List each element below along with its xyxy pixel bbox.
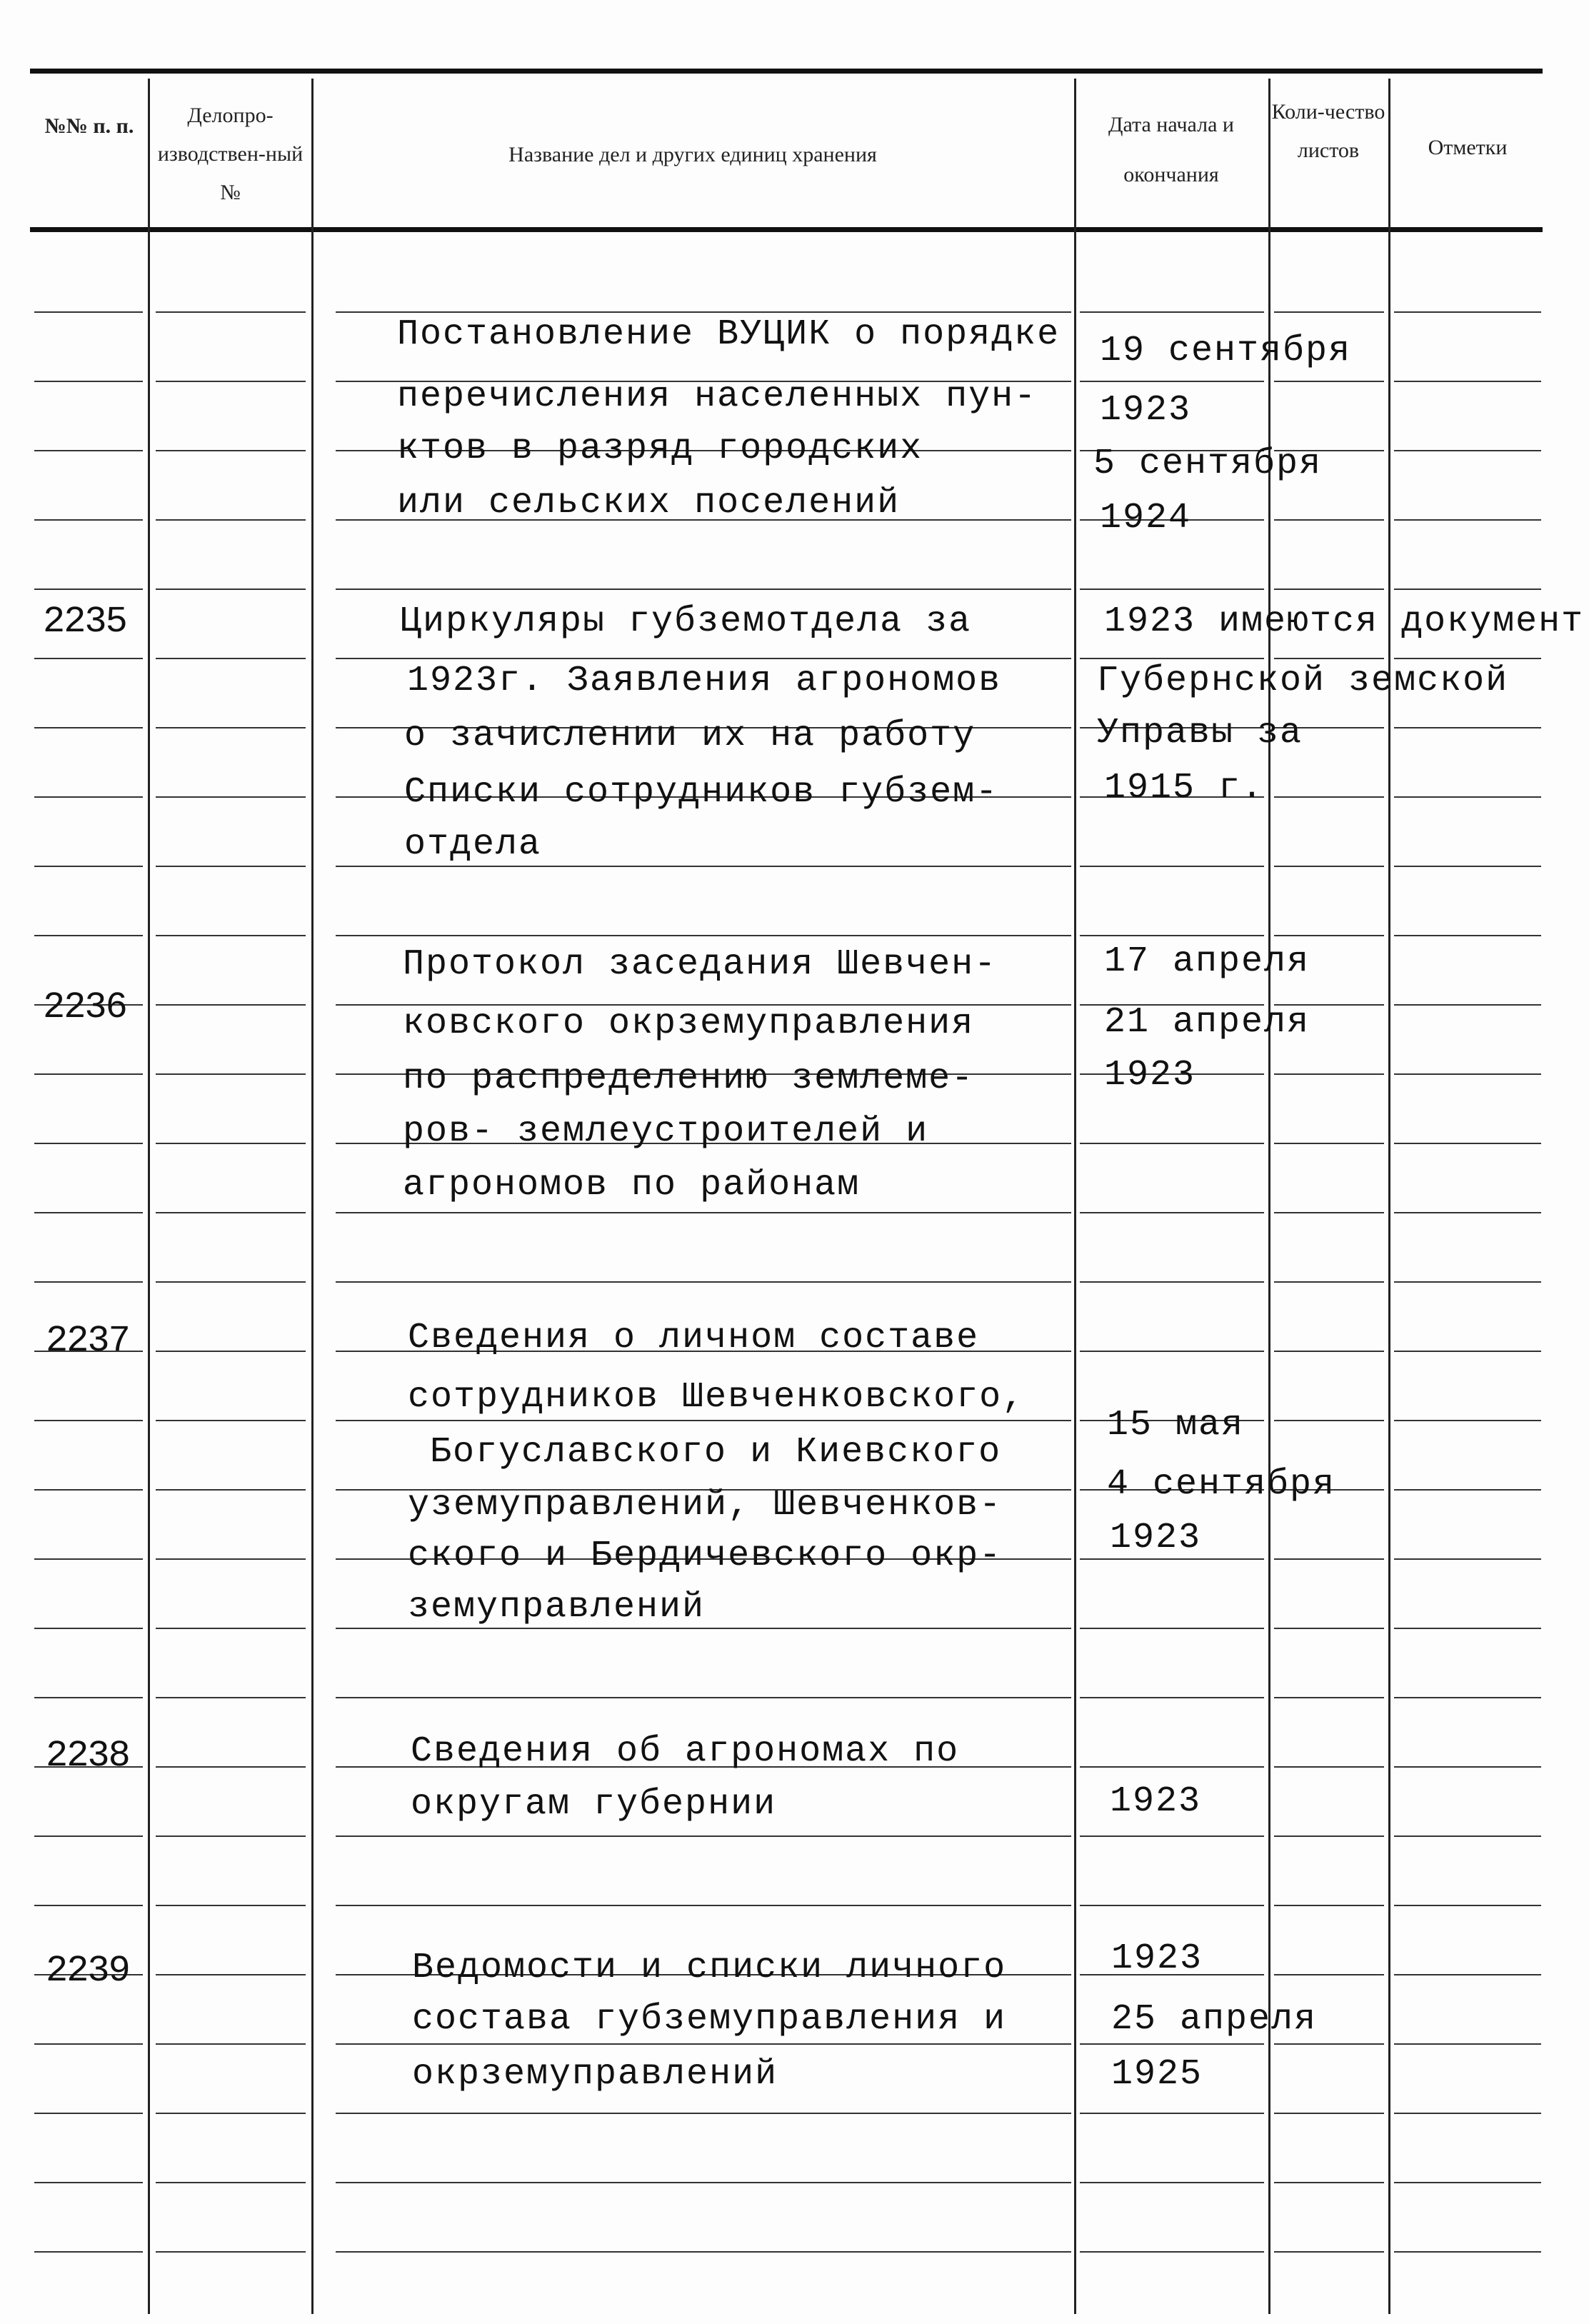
header-title: Название дел и других единиц хранения <box>508 143 877 166</box>
ruled-line <box>34 1143 143 1144</box>
ruled-line <box>1080 1766 1264 1768</box>
column-divider <box>148 79 150 2314</box>
column-divider <box>1388 79 1390 2314</box>
entry-date: 1923 <box>1111 1938 1203 1979</box>
header-dates: Дата начала и окончания <box>1108 113 1234 186</box>
entry-date: 19 сентября <box>1100 331 1352 371</box>
ruled-line <box>34 1697 143 1698</box>
entry-title-line: Ведомости и списки личного <box>412 1948 1007 1988</box>
ruled-line <box>156 1212 306 1213</box>
top-border <box>30 69 1543 74</box>
ruled-line <box>1394 450 1541 451</box>
entry-title-line: Списки сотрудников губзем- <box>404 772 999 813</box>
entry-date: 1924 <box>1100 498 1192 539</box>
ruled-line <box>156 1558 306 1560</box>
ruled-line <box>1274 381 1384 382</box>
ruled-line <box>34 2182 143 2183</box>
ruled-line <box>1274 1351 1384 1352</box>
ruled-line <box>1394 381 1541 382</box>
entry-title-line: Постановление ВУЦИК о порядке <box>397 314 1061 355</box>
header-office-num: Делопро-изводствен-ный № <box>157 104 304 204</box>
ruled-line <box>1394 935 1541 936</box>
ruled-line <box>1394 658 1541 659</box>
column-divider <box>1074 79 1076 2314</box>
ruled-line <box>1394 727 1541 728</box>
ruled-line <box>1274 2182 1384 2183</box>
ruled-line <box>156 588 306 590</box>
entry-date: 1923 <box>1110 1781 1202 1822</box>
ruled-line <box>1394 1628 1541 1629</box>
ruled-line <box>34 1835 143 1837</box>
header-notes: Отметки <box>1428 136 1508 159</box>
ruled-line <box>336 1281 1071 1283</box>
ruled-line <box>156 450 306 451</box>
ruled-line <box>1274 588 1384 590</box>
entry-date: 1923 имеются документ <box>1104 601 1585 642</box>
entry-title-line: агрономов по районам <box>403 1165 861 1206</box>
ruled-line <box>1394 1420 1541 1421</box>
entry-title-line: Сведения о личном составе <box>408 1318 980 1358</box>
ruled-line <box>34 381 143 382</box>
ruled-line <box>1080 1281 1264 1283</box>
ruled-line <box>1394 2251 1541 2253</box>
ruled-line <box>1274 935 1384 936</box>
ruled-line <box>34 935 143 936</box>
entry-date: 4 сентября <box>1107 1464 1336 1505</box>
ruled-line <box>1080 2113 1264 2114</box>
entry-date: 17 апреля <box>1104 941 1310 982</box>
entry-title-line: ковского окрземуправления <box>403 1003 975 1044</box>
ruled-line <box>156 866 306 867</box>
entry-title-line: уземуправлений, Шевченков- <box>408 1485 1003 1526</box>
ruled-line <box>34 588 143 590</box>
entry-title-line: ров- землеустроителей и <box>403 1111 929 1152</box>
ruled-line <box>1394 2182 1541 2183</box>
entry-title-line: ктов в разряд городских <box>397 429 923 469</box>
ruled-line <box>1274 1835 1384 1837</box>
ruled-line <box>156 727 306 728</box>
entry-title-line: перечисления населенных пун- <box>397 376 1038 417</box>
column-divider <box>311 79 314 2314</box>
ruled-line <box>1080 311 1264 313</box>
ruled-line <box>156 1281 306 1283</box>
ruled-line <box>1274 1281 1384 1283</box>
entry-date: 1925 <box>1111 2054 1203 2095</box>
entry-title-line: окрземуправлений <box>412 2054 778 2095</box>
ruled-line <box>1394 2043 1541 2045</box>
ruled-line <box>336 935 1071 936</box>
entry-number: 2239 <box>46 1950 129 1992</box>
ruled-line <box>1274 1073 1384 1075</box>
entry-title-line: состава губземуправления и <box>412 1999 1007 2040</box>
ruled-line <box>1394 1351 1541 1352</box>
ruled-line <box>1274 1143 1384 1144</box>
ruled-line <box>1080 2182 1264 2183</box>
ruled-line <box>336 2113 1071 2114</box>
ruled-line <box>34 727 143 728</box>
ruled-line <box>336 588 1071 590</box>
ruled-line <box>1080 1697 1264 1698</box>
ruled-line <box>156 658 306 659</box>
ruled-line <box>156 381 306 382</box>
ruled-line <box>336 658 1071 659</box>
ruled-line <box>1274 866 1384 867</box>
ruled-line <box>1394 1489 1541 1491</box>
ruled-line <box>336 1212 1071 1213</box>
ruled-line <box>1394 1835 1541 1837</box>
ruled-line <box>1274 1558 1384 1560</box>
ruled-line <box>34 2043 143 2045</box>
entry-title-line: Протокол заседания Шевчен- <box>403 944 998 985</box>
ruled-line <box>34 1420 143 1421</box>
ruled-line <box>1274 796 1384 798</box>
ruled-line <box>1394 1558 1541 1560</box>
ruled-line <box>1394 1004 1541 1006</box>
ruled-line <box>1394 1697 1541 1698</box>
ruled-line <box>1274 2251 1384 2253</box>
ruled-line <box>1394 2113 1541 2114</box>
ruled-line <box>156 1697 306 1698</box>
ruled-line <box>336 1905 1071 1906</box>
entry-title-line: земуправлений <box>408 1587 706 1628</box>
ruled-line <box>34 1073 143 1075</box>
ruled-line <box>1080 2043 1264 2045</box>
ruled-line <box>1080 1143 1264 1144</box>
entry-date: 1923 <box>1104 1055 1196 1096</box>
ruled-line <box>1394 1212 1541 1213</box>
ruled-line <box>156 1628 306 1629</box>
entry-date: 21 апреля <box>1104 1002 1310 1043</box>
entry-date: 15 мая <box>1107 1405 1245 1446</box>
entry-title-line: по распределению землеме- <box>403 1058 975 1099</box>
ruled-line <box>156 1905 306 1906</box>
ruled-line <box>1274 519 1384 521</box>
ruled-line <box>156 2182 306 2183</box>
entry-number: 2235 <box>43 601 126 643</box>
ruled-line <box>1080 658 1264 659</box>
ruled-line <box>1394 1974 1541 1975</box>
ruled-line <box>34 796 143 798</box>
ruled-line <box>156 1073 306 1075</box>
ruled-line <box>34 866 143 867</box>
header-bottom-border <box>30 227 1543 232</box>
ruled-line <box>156 796 306 798</box>
ruled-line <box>156 2251 306 2253</box>
entry-number: 2238 <box>46 1735 129 1777</box>
entry-title-line: 1923г. Заявления агрономов <box>407 661 1002 701</box>
ruled-line <box>34 1489 143 1491</box>
entry-date: 25 апреля <box>1111 1999 1318 2040</box>
column-divider <box>1268 79 1270 2314</box>
ruled-line <box>1080 381 1264 382</box>
ruled-line <box>1080 2251 1264 2253</box>
ruled-line <box>1080 1212 1264 1213</box>
ruled-line <box>1394 1073 1541 1075</box>
ruled-line <box>156 2043 306 2045</box>
ruled-line <box>156 1004 306 1006</box>
ruled-line <box>156 311 306 313</box>
entry-title-line: Богуславского и Киевского <box>430 1432 1002 1473</box>
entry-title-line: отдела <box>404 824 542 865</box>
ruled-line <box>34 1212 143 1213</box>
ruled-line <box>1080 1628 1264 1629</box>
ruled-line <box>1080 1905 1264 1906</box>
ruled-line <box>1394 1766 1541 1768</box>
entry-date: Губернской земской <box>1097 661 1509 701</box>
ruled-line <box>1080 866 1264 867</box>
header-num: №№ п. п. <box>44 114 134 138</box>
entry-title-line: Сведения об агрономах по <box>411 1731 960 1772</box>
ruled-line <box>336 311 1071 313</box>
ruled-line <box>34 1905 143 1906</box>
entry-date: 1923 <box>1100 390 1192 431</box>
ruled-line <box>34 2113 143 2114</box>
entry-number: 2237 <box>46 1320 129 1362</box>
ruled-line <box>34 311 143 313</box>
ruled-line <box>336 2043 1071 2045</box>
ruled-line <box>1274 1905 1384 1906</box>
ruled-line <box>1394 1281 1541 1283</box>
ruled-line <box>156 1974 306 1975</box>
header-sheets: Коли-чество листов <box>1271 100 1385 162</box>
entry-title-line: округам губернии <box>411 1784 777 1825</box>
ruled-line <box>156 1420 306 1421</box>
ruled-line <box>1394 1143 1541 1144</box>
ruled-line <box>34 519 143 521</box>
ruled-line <box>34 1628 143 1629</box>
ruled-line <box>1274 658 1384 659</box>
entry-title-line: о зачислении их на работу <box>404 716 976 756</box>
ruled-line <box>1274 2043 1384 2045</box>
ruled-line <box>156 1766 306 1768</box>
ruled-line <box>156 1835 306 1837</box>
ruled-line <box>156 1351 306 1352</box>
ruled-line <box>1274 1697 1384 1698</box>
ruled-line <box>336 2251 1071 2253</box>
ruled-line <box>1080 588 1264 590</box>
ruled-line <box>156 2113 306 2114</box>
ruled-line <box>1080 935 1264 936</box>
ruled-line <box>336 2182 1071 2183</box>
entry-date: 1923 <box>1110 1518 1202 1558</box>
ruled-line <box>1274 311 1384 313</box>
ruled-line <box>34 2251 143 2253</box>
entry-title-line: сотрудников Шевченковского, <box>408 1377 1026 1418</box>
entry-date: 5 сентября <box>1093 444 1323 484</box>
ruled-line <box>336 1697 1071 1698</box>
ruled-line <box>1394 1905 1541 1906</box>
ruled-line <box>1274 2113 1384 2114</box>
entry-title-line: или сельских поселений <box>397 483 901 524</box>
ruled-line <box>1394 866 1541 867</box>
ruled-line <box>1394 588 1541 590</box>
ruled-line <box>1394 311 1541 313</box>
ruled-line <box>1274 1212 1384 1213</box>
ruled-line <box>34 658 143 659</box>
ruled-line <box>1274 1766 1384 1768</box>
ruled-line <box>34 1281 143 1283</box>
entry-number: 2236 <box>43 986 126 1028</box>
ruled-line <box>1080 1835 1264 1837</box>
ruled-line <box>1394 796 1541 798</box>
entry-title-line: Циркуляры губземотдела за <box>400 601 972 642</box>
ruled-line <box>156 1143 306 1144</box>
ruled-line <box>1274 1420 1384 1421</box>
ruled-line <box>156 519 306 521</box>
entry-date: 1915 г. <box>1104 768 1265 808</box>
ruled-line <box>1274 1974 1384 1975</box>
ruled-line <box>156 935 306 936</box>
ruled-line <box>1274 1628 1384 1629</box>
entry-title-line: ского и Бердичевского окр- <box>408 1536 1003 1576</box>
entry-date: Управы за <box>1097 713 1303 753</box>
ruled-line <box>34 1558 143 1560</box>
ruled-line <box>156 1489 306 1491</box>
ruled-line <box>34 450 143 451</box>
ruled-line <box>1080 1351 1264 1352</box>
ruled-line <box>1394 519 1541 521</box>
ruled-line <box>336 1420 1071 1421</box>
ruled-line <box>336 1835 1071 1837</box>
